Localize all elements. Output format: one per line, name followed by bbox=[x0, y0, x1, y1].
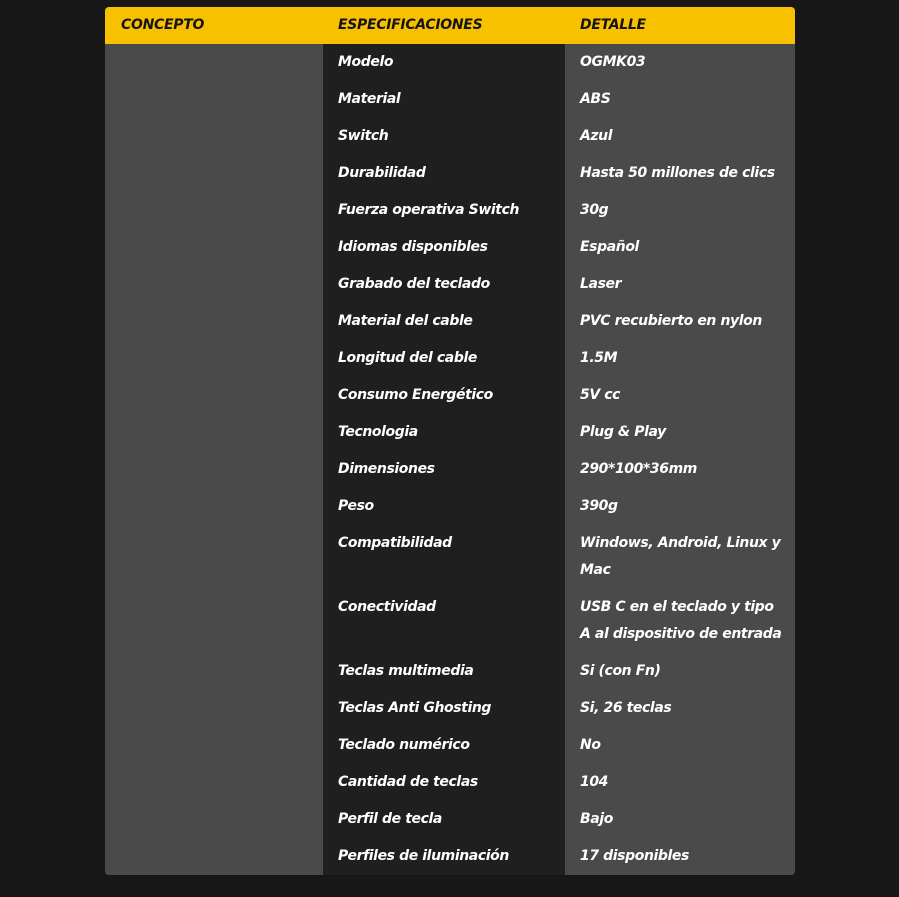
header-specifications: ESPECIFICACIONES bbox=[338, 17, 483, 33]
spec-value: 104 bbox=[580, 774, 609, 790]
spec-value: ABS bbox=[580, 91, 611, 107]
table-row bbox=[105, 155, 795, 192]
table-row bbox=[105, 414, 795, 451]
spec-label: Perfil de tecla bbox=[338, 811, 442, 827]
table-row bbox=[105, 44, 795, 81]
table-row bbox=[105, 81, 795, 118]
spec-label: Modelo bbox=[338, 54, 394, 70]
spec-label: Cantidad de teclas bbox=[338, 774, 478, 790]
table-row bbox=[105, 801, 795, 838]
spec-value: No bbox=[580, 737, 601, 753]
table-row bbox=[105, 266, 795, 303]
spec-value: PVC recubierto en nylon bbox=[580, 313, 762, 329]
spec-value: Windows, Android, Linux y Mac bbox=[580, 535, 781, 578]
table-row bbox=[105, 727, 795, 764]
spec-label: Tecnologia bbox=[338, 424, 418, 440]
spec-value: 290*100*36mm bbox=[580, 461, 697, 477]
spec-table bbox=[105, 7, 795, 875]
spec-label: Teclado numérico bbox=[338, 737, 470, 753]
table-row bbox=[105, 118, 795, 155]
spec-value: Azul bbox=[580, 128, 613, 144]
spec-value: USB C en el teclado y tipo A al dispositivo de entrada bbox=[580, 599, 782, 642]
spec-label: Grabado del teclado bbox=[338, 276, 490, 292]
spec-label: Fuerza operativa Switch bbox=[338, 202, 520, 218]
spec-value: Hasta 50 millones de clics bbox=[580, 165, 775, 181]
spec-value: 390g bbox=[580, 498, 618, 514]
spec-value: Español bbox=[580, 239, 639, 255]
spec-value: Laser bbox=[580, 276, 622, 292]
table-row bbox=[105, 451, 795, 488]
spec-label: Idiomas disponibles bbox=[338, 239, 488, 255]
spec-value: Si, 26 teclas bbox=[580, 700, 672, 716]
spec-value: 17 disponibles bbox=[580, 848, 689, 864]
spec-label: Durabilidad bbox=[338, 165, 426, 181]
header-concept: CONCEPTO bbox=[121, 17, 205, 33]
spec-label: Switch bbox=[338, 128, 389, 144]
table-row bbox=[105, 525, 795, 589]
table-row bbox=[105, 589, 795, 653]
table-row bbox=[105, 690, 795, 727]
table-row bbox=[105, 303, 795, 340]
spec-label: Peso bbox=[338, 498, 374, 514]
table-row bbox=[105, 340, 795, 377]
table-row bbox=[105, 229, 795, 266]
spec-value: Plug & Play bbox=[580, 424, 666, 440]
spec-label: Material del cable bbox=[338, 313, 473, 329]
table-row bbox=[105, 488, 795, 525]
spec-value: 1.5M bbox=[580, 350, 618, 366]
table-rows bbox=[105, 44, 795, 875]
spec-label: Compatibilidad bbox=[338, 535, 452, 551]
table-row bbox=[105, 838, 795, 875]
spec-label: Teclas Anti Ghosting bbox=[338, 700, 492, 716]
table-header bbox=[105, 7, 795, 44]
spec-label: Conectividad bbox=[338, 599, 436, 615]
spec-value: OGMK03 bbox=[580, 54, 646, 70]
spec-value: 5V cc bbox=[580, 387, 621, 403]
spec-value: Si (con Fn) bbox=[580, 663, 661, 679]
header-detail: DETALLE bbox=[580, 17, 646, 33]
table-body bbox=[105, 44, 795, 875]
spec-label: Teclas multimedia bbox=[338, 663, 474, 679]
table-row bbox=[105, 377, 795, 414]
spec-label: Longitud del cable bbox=[338, 350, 477, 366]
spec-label: Perfiles de iluminación bbox=[338, 848, 509, 864]
spec-label: Consumo Energético bbox=[338, 387, 493, 403]
spec-label: Dimensiones bbox=[338, 461, 435, 477]
spec-label: Material bbox=[338, 91, 401, 107]
table-row bbox=[105, 764, 795, 801]
spec-value: 30g bbox=[580, 202, 609, 218]
spec-value: Bajo bbox=[580, 811, 613, 827]
table-row bbox=[105, 653, 795, 690]
table-row bbox=[105, 192, 795, 229]
